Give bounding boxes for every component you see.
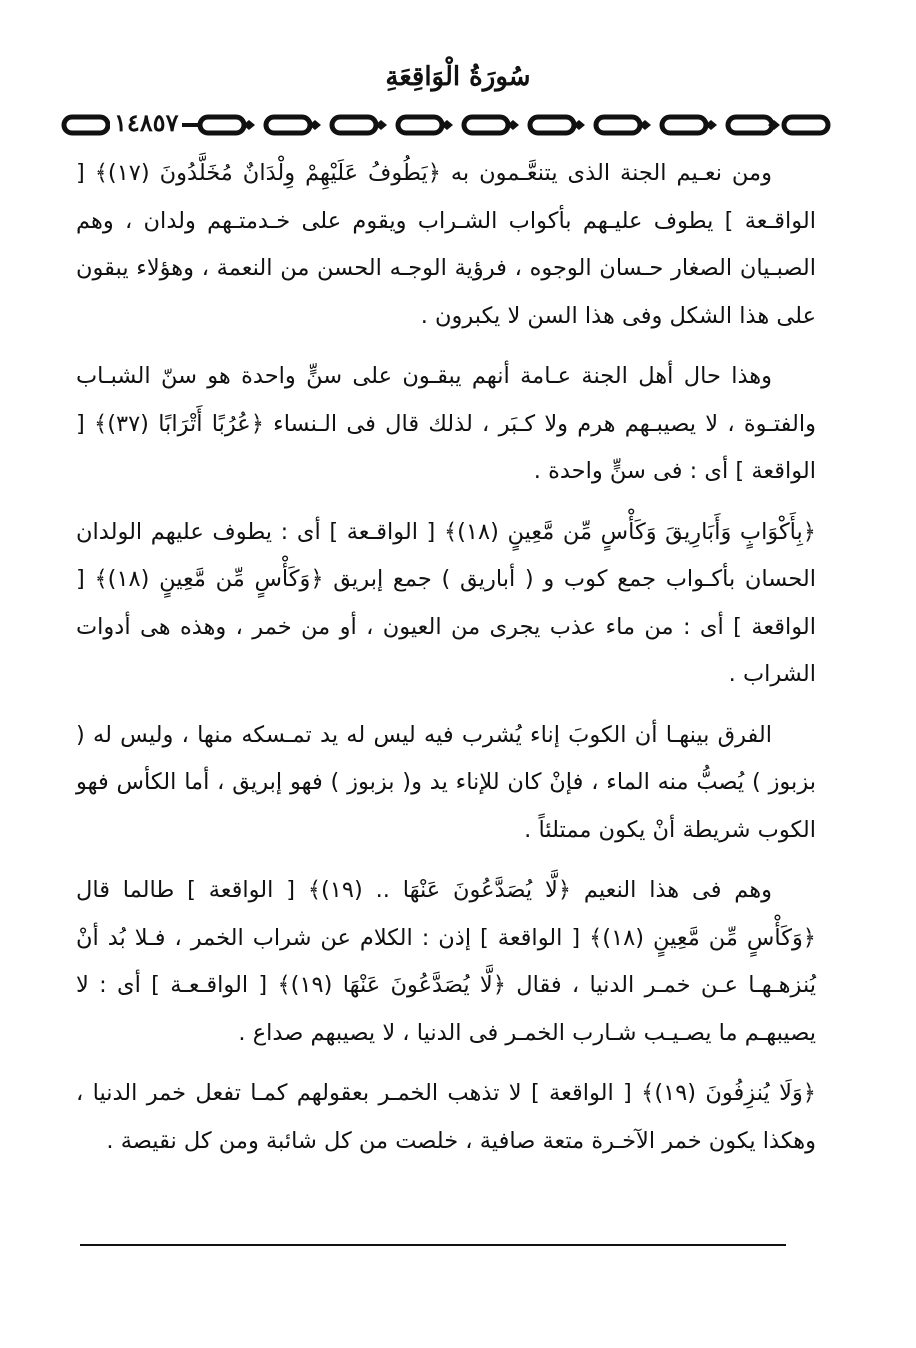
paragraph: ﴿بِأَكْوَابٍ وَأَبَارِيقَ وَكَأْسٍ مِّن مَّعِينٍ (١٨)﴾ [ الواقـعة ] أى : يطوف عليهم الولدان الحسان بأكـواب جمع كوب و ( أباريق ) جمع إبريق ﴿وَكَأْسٍ مِّن مَّعِينٍ (١٨)﴾ [ الواقعة ] أى : من ماء عذب يجرى من العيون ، أو من خمر ، وهذه هى أدوات الشراب . [76, 518, 816, 687]
paragraph: الفرق بينهـا أن الكوبَ إناء يُشرب فيه ليس له يد تمـسكه منها ، وليس له ( بزبوز ) يُصبُّ منه الماء ، فإنْ كان للإناء يد و( بزبوز ) فهو إبريق ، أما الكأس فهو الكوب شريطة أنْ يكون ممتلئاً . [76, 721, 816, 843]
page-number: ١٤٨٥٧ [110, 108, 182, 137]
paragraph: وهذا حال أهل الجنة عـامة أنهم يبقـون على سنٍّ واحدة هو سنّ الشبـاب والفتـوة ، لا يصيبـهم هرم ولا كـبَر ، لذلك قال فى الـنساء ﴿عُرُبًا أَتْرَابًا (٣٧)﴾ [ الواقعة ] أى : فى سنٍّ واحدة . [76, 363, 816, 484]
paragraph: وهم فى هذا النعيم ﴿لَّا يُصَدَّعُونَ عَنْهَا .. (١٩)﴾ [ الواقعة ] طالما قال ﴿وَكَأْسٍ مِّن مَّعِينٍ (١٨)﴾ [ الواقعة ] إذن : الكلام عن شراب الخمر ، فـلا بُد أنْ يُنزهـهـا عـن خمـر الدنيا ، فقال ﴿لَّا يُصَدَّعُونَ عَنْهَا (١٩)﴾ [ الواقـعـة ] أى : لا يصيبهـم ما يصـيـب شـارب الخمـر فى الدنيا ، لا يصيبهم صداع . [76, 877, 817, 1046]
paragraph: ﴿وَلَا يُنزِفُونَ (١٩)﴾ [ الواقعة ] لا تذهب الخمـر بعقولهم كمـا تفعل خمر الدنيا ، وهكذا يكون خمر الآخـرة متعة صافية ، خلصت من كل شائبة ومن كل نقيصة . [76, 1080, 816, 1154]
surah-title: سُورَةُ الْوَاقِعَةِ [385, 62, 531, 92]
paragraph: ومن نعـيم الجنة الذى يتنعَّـمون به ﴿يَطُوفُ عَلَيْهِمْ وِلْدَانٌ مُخَلَّدُونَ (١٧)﴾ [ الواقـعة ] يطوف عليـهم بأكواب الشـراب ويقوم على خـدمتـهم ولدان ، وهم الصبـيان الصغار حـسان الوجوه ، فرؤية الوجـه الحسن من النعمة ، وهؤلاء يبقون على هذا الشكل وفى هذا السن لا يكبرون . [76, 160, 816, 329]
body-text [76, 150, 816, 1178]
footer-rule [80, 1244, 786, 1246]
